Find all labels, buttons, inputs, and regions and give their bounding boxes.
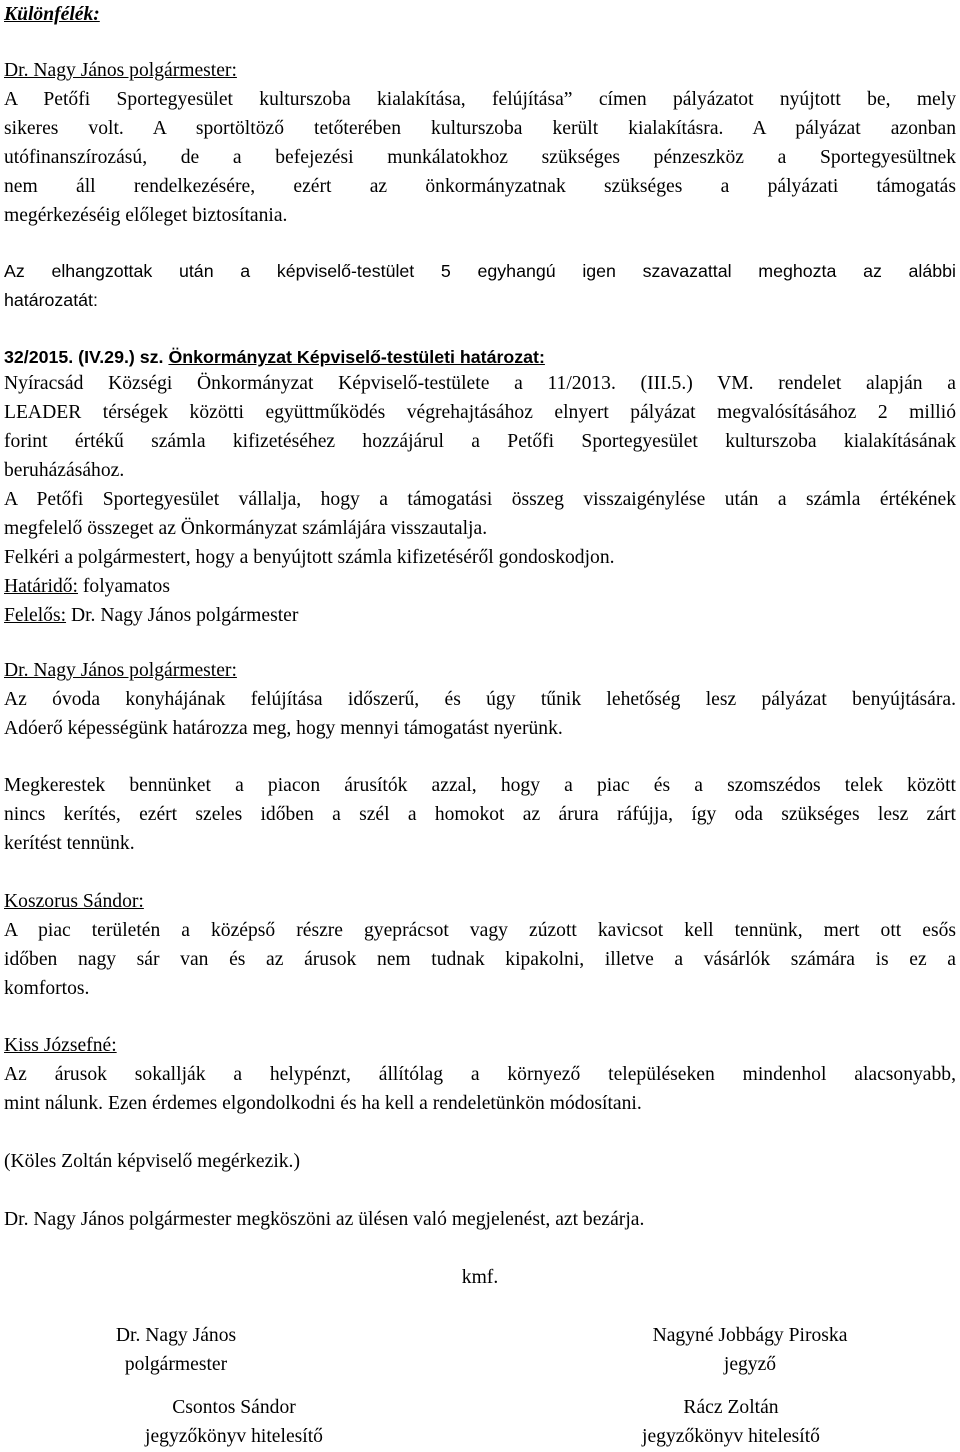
- text-line: LEADER térségek közötti együttműködés végrehajtásához elnyert pályázat megvalósításához 2 millió: [4, 402, 956, 423]
- signature-name: Nagyné Jobbágy Piroska: [652, 1325, 848, 1346]
- responsible-value: Dr. Nagy János polgármester: [66, 605, 299, 626]
- signature-role: jegyzőkönyv hitelesítő: [642, 1426, 820, 1447]
- deadline-value: folyamatos: [78, 576, 170, 597]
- vote-paragraph: [4, 257, 956, 315]
- signature-role: jegyző: [723, 1354, 777, 1375]
- text-line: A piac területén a középső részre gyeprácsot vagy zúzott kavicsot kell tennünk, mert ott esős: [4, 920, 956, 941]
- text-line: megérkezéséig előleget biztosítania.: [4, 205, 288, 226]
- text-line: Az árusok sokallják a helypénzt, állítólag a környező településeken mindenhol alacsonyabb,: [4, 1064, 956, 1085]
- text-line: komfortos.: [4, 978, 90, 999]
- signature-name: Dr. Nagy János: [115, 1325, 237, 1346]
- signature-name: Rácz Zoltán: [683, 1397, 779, 1418]
- resolution-number: 32/2015. (IV.29.) sz.: [4, 347, 164, 367]
- text-line: utófinanszírozású, de a befejezési munkálatokhoz szükséges pénzeszköz a Sportegyesültnek: [4, 147, 956, 168]
- deadline-label: Határidő:: [4, 576, 78, 597]
- text-line: Az óvoda konyhájának felújítása időszerű, és úgy tűnik lehetőség lesz pályázat benyújtására.: [4, 689, 956, 710]
- text-line: A Petőfi Sportegyesület vállalja, hogy a támogatási összeg visszaigénylése után a számla értékének: [4, 489, 956, 510]
- kmf-label: kmf.: [461, 1267, 499, 1288]
- signature-role: jegyzőkönyv hitelesítő: [145, 1426, 323, 1447]
- paragraph: [4, 916, 956, 1003]
- speaker-label: Kiss Józsefné:: [4, 1035, 117, 1056]
- text-line: sikeres volt. A sportöltöző tetőterében kulturszoba került kialakításra. A pályázat azonban: [4, 118, 956, 139]
- signature-name: Csontos Sándor: [172, 1397, 296, 1418]
- signature-authenticator-1: [44, 1393, 424, 1451]
- responsible-label: Felelős:: [4, 605, 67, 626]
- responsible-line: [4, 601, 956, 630]
- text-line: Felkéri a polgármestert, hogy a benyújtott számla kifizetéséről gondoskodjon.: [4, 547, 615, 568]
- paragraph: [4, 771, 956, 858]
- text-line: forint értékű számla kifizetéséhez hozzájárul a Petőfi Sportegyesület kulturszoba kialakításának: [4, 431, 956, 452]
- speaker-label: Koszorus Sándor:: [4, 891, 144, 912]
- text-line: nem áll rendelkezésére, ezért az önkormányzatnak szükséges a pályázati támogatás: [4, 176, 956, 197]
- text-line: nincs kerítés, ezért szeles időben a szél a homokot az árura ráfújja, így oda szükséges lesz zárt: [4, 804, 956, 825]
- text-line: A Petőfi Sportegyesület kulturszoba kialakítása, felújítása” címen pályázatot nyújtott be, mely: [4, 89, 956, 110]
- resolution-header: [4, 343, 956, 372]
- signature-role: polgármester: [124, 1354, 228, 1375]
- deadline-line: [4, 572, 956, 601]
- text-line: Nyíracsád Községi Önkormányzat Képviselő-testülete a 11/2013. (III.5.) VM. rendelet alapján a: [4, 373, 956, 394]
- text-line: mint nálunk. Ezen érdemes elgondolkodni és ha kell a rendeletünkön módosítani.: [4, 1093, 642, 1114]
- text-line: Adóerő képességünk határozza meg, hogy mennyi támogatást nyerünk.: [4, 718, 563, 739]
- closing-statement: Dr. Nagy János polgármester megköszöni az ülésen való megjelenést, azt bezárja.: [4, 1209, 645, 1230]
- text-line: határozatát:: [4, 290, 98, 310]
- speaker-label: Dr. Nagy János polgármester:: [4, 60, 237, 81]
- text-line: időben nagy sár van és az árusok nem tudnak kipakolni, illetve a vásárlók számára is ez a: [4, 949, 956, 970]
- arrival-note: (Köles Zoltán képviselő megérkezik.): [4, 1151, 300, 1172]
- text-line: beruházásához.: [4, 460, 125, 481]
- text-line: kerítést tennünk.: [4, 833, 135, 854]
- paragraph: [4, 685, 956, 743]
- section-heading: Különfélék:: [4, 4, 100, 25]
- text-line: Megkerestek bennünket a piacon árusítók azzal, hogy a piac és a szomszédos telek között: [4, 775, 956, 796]
- text-line: megfelelő összeget az Önkormányzat számlájára visszautalja.: [4, 518, 488, 539]
- signature-mayor: [0, 1321, 366, 1379]
- speaker-label: Dr. Nagy János polgármester:: [4, 660, 237, 681]
- signature-authenticator-2: [541, 1393, 921, 1451]
- paragraph: [4, 1060, 956, 1118]
- resolution-text: [4, 369, 956, 572]
- text-line: Az elhangzottak után a képviselő-testület 5 egyhangú igen szavazattal meghozta az alábbi: [4, 261, 956, 281]
- paragraph: [4, 85, 956, 230]
- signature-notary: [560, 1321, 940, 1379]
- resolution-title: Önkormányzat Képviselő-testületi határozat:: [168, 347, 545, 367]
